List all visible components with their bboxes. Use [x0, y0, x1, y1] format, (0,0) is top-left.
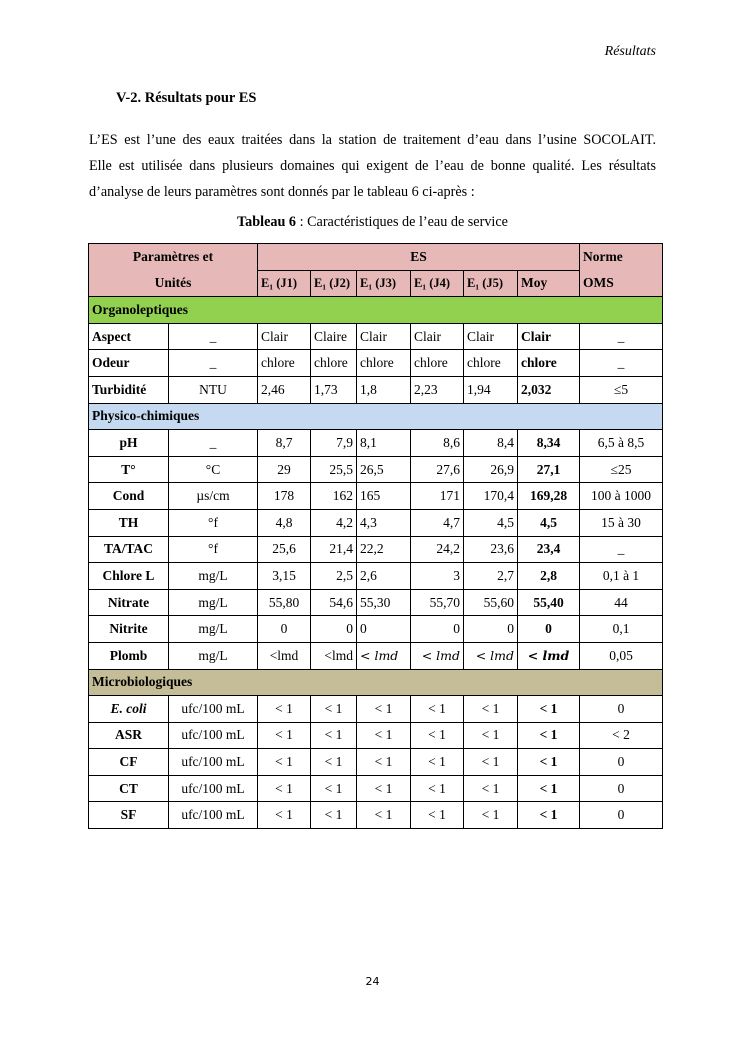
param-cell: TA/TAC — [89, 536, 169, 563]
col-header-j2: E₁ (J2) — [311, 270, 357, 297]
moy-cell: < lmd — [518, 642, 580, 669]
norme-cell: 0 — [580, 775, 663, 802]
moy-cell: 8,34 — [518, 430, 580, 457]
col-header-j1: E₁ (J1) — [258, 270, 311, 297]
value-cell: chlore — [411, 350, 464, 377]
value-cell: < lmd — [357, 642, 411, 669]
paragraph-line: d’analyse de leurs paramètres sont donnés par le tableau 6 ci-après : — [89, 184, 475, 200]
param-cell: E. coli — [89, 696, 169, 723]
moy-cell: 2,8 — [518, 563, 580, 590]
unit-cell: ufc/100 mL — [169, 775, 258, 802]
value-cell: < 1 — [464, 722, 518, 749]
norme-cell: _ — [580, 536, 663, 563]
caption-label: Tableau 6 — [237, 214, 297, 230]
value-cell: <lmd — [258, 642, 311, 669]
value-cell: 2,46 — [258, 376, 311, 403]
value-cell: 8,1 — [357, 430, 411, 457]
table-row — [89, 696, 663, 723]
value-cell: < 1 — [258, 749, 311, 776]
value-cell: 8,6 — [411, 430, 464, 457]
value-cell: < 1 — [464, 802, 518, 829]
unit-cell: _ — [169, 323, 258, 350]
value-cell: < 1 — [357, 749, 411, 776]
value-cell: <lmd — [311, 642, 357, 669]
value-cell: 1,73 — [311, 376, 357, 403]
results-table — [88, 243, 663, 829]
value-cell: 3 — [411, 563, 464, 590]
value-cell: < 1 — [311, 749, 357, 776]
value-cell: 8,7 — [258, 430, 311, 457]
value-cell: 55,60 — [464, 589, 518, 616]
value-cell: 54,6 — [311, 589, 357, 616]
col-header-j4: E₁ (J4) — [411, 270, 464, 297]
value-cell: 27,6 — [411, 456, 464, 483]
table-row — [89, 483, 663, 510]
table-row — [89, 802, 663, 829]
section-title: V-2. Résultats pour ES — [116, 90, 257, 106]
value-cell: 8,4 — [464, 430, 518, 457]
running-header: Résultats — [604, 44, 656, 59]
unit-cell: mg/L — [169, 616, 258, 643]
value-cell: 4,8 — [258, 509, 311, 536]
value-cell: Clair — [357, 323, 411, 350]
moy-cell: 55,40 — [518, 589, 580, 616]
norme-cell: ≤25 — [580, 456, 663, 483]
category-organoleptiques: Organoleptiques — [89, 297, 663, 324]
value-cell: 7,9 — [311, 430, 357, 457]
value-cell: 2,6 — [357, 563, 411, 590]
col-header-j5: E₁ (J5) — [464, 270, 518, 297]
param-cell: Chlore L — [89, 563, 169, 590]
category-row — [89, 297, 663, 324]
table-row — [89, 722, 663, 749]
param-cell: Turbidité — [89, 376, 169, 403]
value-cell: < 1 — [411, 696, 464, 723]
value-cell: < 1 — [258, 722, 311, 749]
table-row — [89, 749, 663, 776]
unit-cell: ufc/100 mL — [169, 802, 258, 829]
unit-cell: ufc/100 mL — [169, 749, 258, 776]
paragraph-line: L’ES est l’une des eaux traitées dans la station de traitement d’eau dans l’usine SOCOLAIT. — [89, 132, 656, 148]
moy-cell: < 1 — [518, 722, 580, 749]
intro-paragraph — [89, 127, 656, 205]
value-cell: chlore — [464, 350, 518, 377]
norme-cell: ≤5 — [580, 376, 663, 403]
unit-cell: mg/L — [169, 589, 258, 616]
norme-cell: _ — [580, 323, 663, 350]
value-cell: 25,6 — [258, 536, 311, 563]
value-cell: 4,2 — [311, 509, 357, 536]
param-cell: Nitrate — [89, 589, 169, 616]
value-cell: 55,30 — [357, 589, 411, 616]
table-row — [89, 376, 663, 403]
norme-cell: < 2 — [580, 722, 663, 749]
value-cell: 1,94 — [464, 376, 518, 403]
moy-cell: 27,1 — [518, 456, 580, 483]
unit-cell: mg/L — [169, 563, 258, 590]
value-cell: < 1 — [258, 775, 311, 802]
norme-cell: 0,1 à 1 — [580, 563, 663, 590]
value-cell: 2,5 — [311, 563, 357, 590]
table-row — [89, 775, 663, 802]
value-cell: 26,9 — [464, 456, 518, 483]
moy-cell: chlore — [518, 350, 580, 377]
param-header-line: Paramètres et — [132, 249, 214, 264]
value-cell: < 1 — [357, 802, 411, 829]
es-header: ES — [258, 244, 580, 271]
unit-cell: °f — [169, 536, 258, 563]
value-cell: 162 — [311, 483, 357, 510]
param-cell: CT — [89, 775, 169, 802]
moy-cell: Clair — [518, 323, 580, 350]
moy-cell: < 1 — [518, 749, 580, 776]
value-cell: < 1 — [311, 802, 357, 829]
param-cell: pH — [89, 430, 169, 457]
value-cell: < 1 — [311, 722, 357, 749]
table-row — [89, 616, 663, 643]
value-cell: chlore — [311, 350, 357, 377]
value-cell: chlore — [357, 350, 411, 377]
value-cell: 55,80 — [258, 589, 311, 616]
param-cell: Aspect — [89, 323, 169, 350]
value-cell: 3,15 — [258, 563, 311, 590]
value-cell: < 1 — [464, 749, 518, 776]
norme-cell: 0 — [580, 749, 663, 776]
paragraph-line: Elle est utilisée dans plusieurs domaines qui exigent de l’eau de bonne qualité. Les résultats — [89, 158, 656, 174]
table-row — [89, 456, 663, 483]
value-cell: 4,5 — [464, 509, 518, 536]
moy-cell: < 1 — [518, 696, 580, 723]
value-cell: 26,5 — [357, 456, 411, 483]
category-microbiologiques: Microbiologiques — [89, 669, 663, 696]
category-physico-chimiques: Physico-chimiques — [89, 403, 663, 430]
value-cell: < 1 — [357, 775, 411, 802]
moy-cell: 4,5 — [518, 509, 580, 536]
category-row — [89, 403, 663, 430]
value-cell: < 1 — [464, 696, 518, 723]
value-cell: chlore — [258, 350, 311, 377]
value-cell: 0 — [464, 616, 518, 643]
norme-cell: _ — [580, 350, 663, 377]
table-row — [89, 323, 663, 350]
param-cell: CF — [89, 749, 169, 776]
param-units-header — [89, 244, 258, 297]
value-cell: 2,23 — [411, 376, 464, 403]
value-cell: 4,7 — [411, 509, 464, 536]
category-row — [89, 669, 663, 696]
table-row — [89, 430, 663, 457]
col-header-moy: Moy — [518, 270, 580, 297]
value-cell: 25,5 — [311, 456, 357, 483]
value-cell: < lmd — [464, 642, 518, 669]
table-row — [89, 350, 663, 377]
value-cell: 0 — [411, 616, 464, 643]
param-cell: Odeur — [89, 350, 169, 377]
unit-cell: NTU — [169, 376, 258, 403]
norme-cell: 0 — [580, 802, 663, 829]
value-cell: 1,8 — [357, 376, 411, 403]
norme-cell: 15 à 30 — [580, 509, 663, 536]
value-cell: 170,4 — [464, 483, 518, 510]
value-cell: 0 — [258, 616, 311, 643]
unit-cell: mg/L — [169, 642, 258, 669]
page-number: 24 — [365, 975, 380, 988]
value-cell: < 1 — [464, 775, 518, 802]
value-cell: 24,2 — [411, 536, 464, 563]
value-cell: 0 — [311, 616, 357, 643]
norme-cell: 100 à 1000 — [580, 483, 663, 510]
value-cell: Claire — [311, 323, 357, 350]
table-row — [89, 536, 663, 563]
param-cell: ASR — [89, 722, 169, 749]
value-cell: 4,3 — [357, 509, 411, 536]
value-cell: < 1 — [411, 749, 464, 776]
value-cell: 178 — [258, 483, 311, 510]
table-header-row-1 — [89, 244, 663, 271]
value-cell: < 1 — [411, 722, 464, 749]
value-cell: < lmd — [411, 642, 464, 669]
moy-cell: 169,28 — [518, 483, 580, 510]
value-cell: < 1 — [411, 802, 464, 829]
value-cell: 29 — [258, 456, 311, 483]
norme-header-line: Norme — [583, 249, 623, 264]
value-cell: 23,6 — [464, 536, 518, 563]
norme-cell: 44 — [580, 589, 663, 616]
moy-cell: 0 — [518, 616, 580, 643]
norme-cell: 0,1 — [580, 616, 663, 643]
value-cell: < 1 — [311, 775, 357, 802]
value-cell: 2,7 — [464, 563, 518, 590]
table-row — [89, 563, 663, 590]
moy-cell: 23,4 — [518, 536, 580, 563]
unit-cell: ufc/100 mL — [169, 722, 258, 749]
unit-cell: µs/cm — [169, 483, 258, 510]
param-cell: TH — [89, 509, 169, 536]
unit-cell: ufc/100 mL — [169, 696, 258, 723]
table-caption — [0, 214, 745, 231]
value-cell: 21,4 — [311, 536, 357, 563]
units-header-line: Unités — [154, 275, 192, 290]
value-cell: < 1 — [258, 802, 311, 829]
norme-oms-header — [580, 244, 663, 297]
value-cell: 171 — [411, 483, 464, 510]
table-row — [89, 589, 663, 616]
value-cell: < 1 — [258, 696, 311, 723]
param-cell: SF — [89, 802, 169, 829]
table-row — [89, 509, 663, 536]
oms-header-line: OMS — [583, 275, 614, 290]
param-cell: Nitrite — [89, 616, 169, 643]
param-cell: Cond — [89, 483, 169, 510]
value-cell: 0 — [357, 616, 411, 643]
value-cell: Clair — [411, 323, 464, 350]
caption-text: : Caractéristiques de l’eau de service — [296, 214, 508, 230]
value-cell: < 1 — [311, 696, 357, 723]
value-cell: < 1 — [411, 775, 464, 802]
value-cell: < 1 — [357, 722, 411, 749]
moy-cell: 2,032 — [518, 376, 580, 403]
value-cell: Clair — [464, 323, 518, 350]
norme-cell: 0,05 — [580, 642, 663, 669]
param-cell: T° — [89, 456, 169, 483]
unit-cell: _ — [169, 350, 258, 377]
col-header-j3: E₁ (J3) — [357, 270, 411, 297]
unit-cell: °C — [169, 456, 258, 483]
table-row — [89, 642, 663, 669]
norme-cell: 0 — [580, 696, 663, 723]
unit-cell: _ — [169, 430, 258, 457]
value-cell: < 1 — [357, 696, 411, 723]
moy-cell: < 1 — [518, 775, 580, 802]
value-cell: Clair — [258, 323, 311, 350]
value-cell: 55,70 — [411, 589, 464, 616]
value-cell: 22,2 — [357, 536, 411, 563]
unit-cell: °f — [169, 509, 258, 536]
value-cell: 165 — [357, 483, 411, 510]
norme-cell: 6,5 à 8,5 — [580, 430, 663, 457]
param-cell: Plomb — [89, 642, 169, 669]
moy-cell: < 1 — [518, 802, 580, 829]
